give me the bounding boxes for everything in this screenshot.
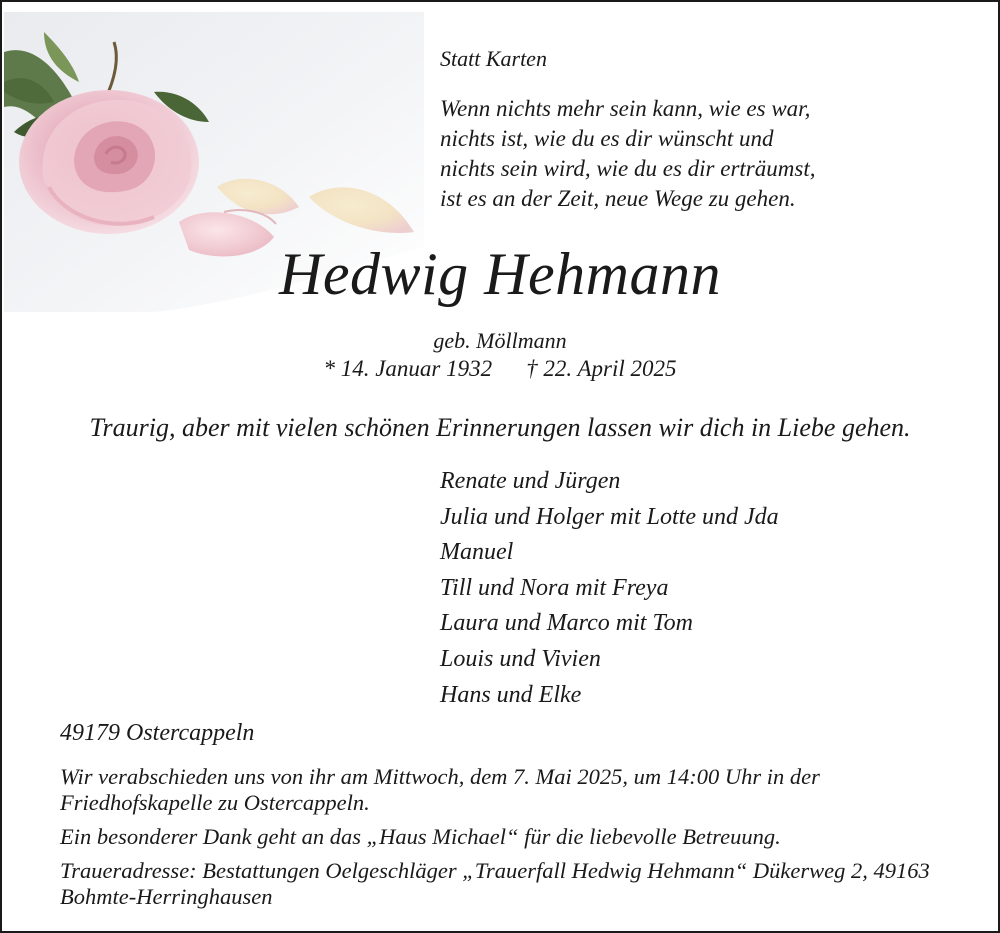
statt-karten-label: Statt Karten <box>440 46 547 71</box>
thanks-note: Ein besonderer Dank geht an das „Haus Michael“ für die liebevolle Betreuung. <box>60 824 781 849</box>
family-member: Hans und Elke <box>440 681 582 708</box>
family-list <box>440 464 779 713</box>
family-member: Julia und Holger mit Lotte und Jda <box>440 503 779 530</box>
birth-name: geb. Möllmann <box>433 328 567 353</box>
birth-date: * 14. Januar 1932 <box>323 356 493 381</box>
address-note: Traueradresse: Bestattungen Oelgeschläger „Trauerfall Hedwig Hehmann“ Dükerweg 2, 49163 Bohmte-Herringhausen <box>60 858 930 909</box>
poem-line: ist es an der Zeit, neue Wege zu gehen. <box>440 186 796 211</box>
family-member: Manuel <box>440 539 514 566</box>
family-member: Louis und Vivien <box>440 645 601 672</box>
location: 49179 Ostercappeln <box>60 720 255 746</box>
poem-line: nichts sein wird, wie du es dir erträumst, <box>440 156 816 181</box>
family-member: Laura und Marco mit Tom <box>440 610 693 637</box>
farewell-message: Traurig, aber mit vielen schönen Erinnerungen lassen wir dich in Liebe gehen. <box>89 413 911 442</box>
life-dates <box>2 356 998 382</box>
family-member: Till und Nora mit Freya <box>440 574 669 601</box>
notes <box>60 764 960 918</box>
poem <box>440 94 815 214</box>
service-note: Wir verabschieden uns von ihr am Mittwoch, dem 7. Mai 2025, um 14:00 Uhr in der Friedhofskapelle zu Ostercappeln. <box>60 764 820 815</box>
deceased-name: Hedwig Hehmann <box>279 241 721 307</box>
family-member: Renate und Jürgen <box>440 468 621 494</box>
poem-line: nichts ist, wie du es dir wünscht und <box>440 126 774 151</box>
death-date: † 22. April 2025 <box>526 356 677 381</box>
poem-line: Wenn nichts mehr sein kann, wie es war, <box>440 96 811 121</box>
